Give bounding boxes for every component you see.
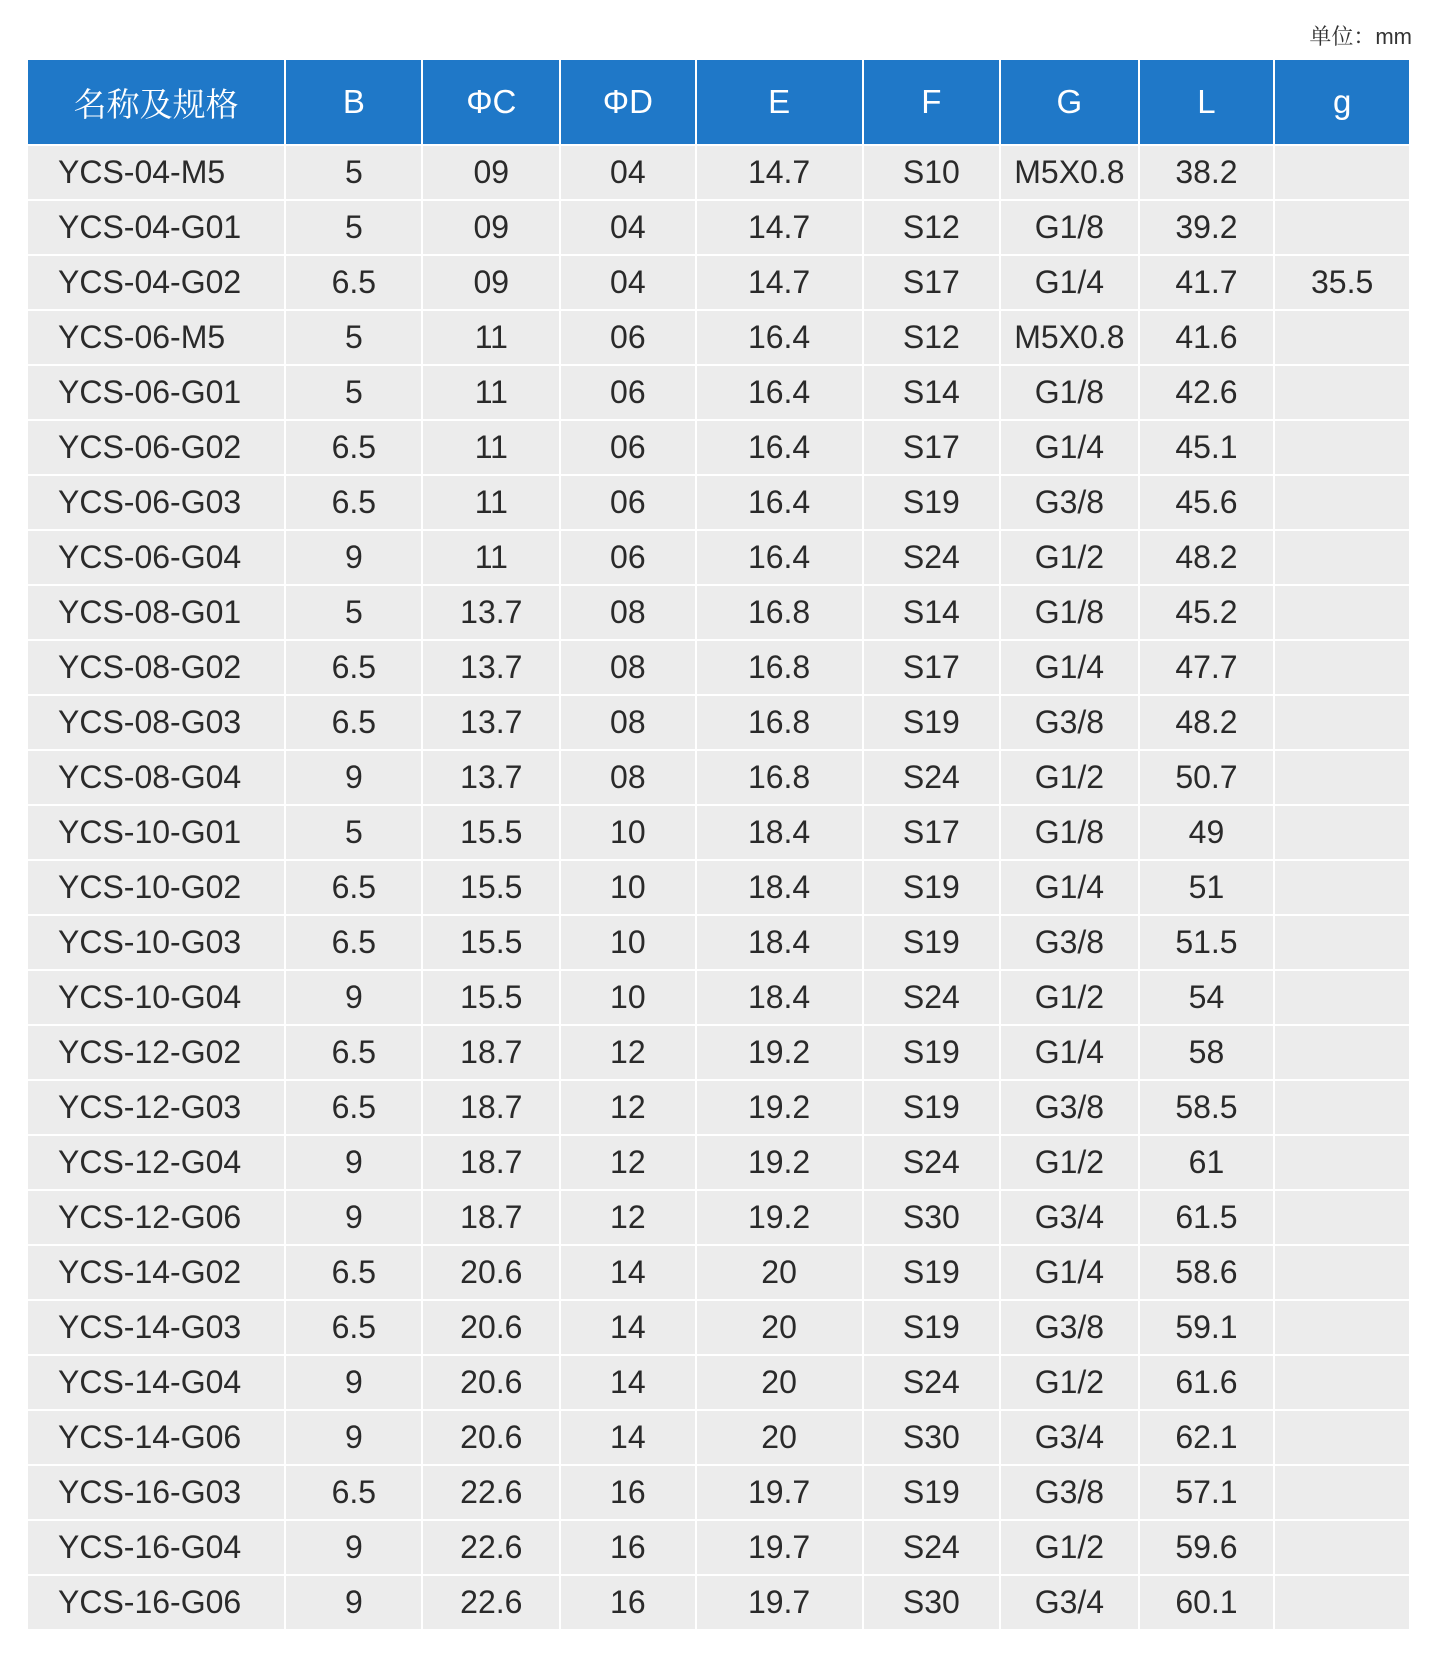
cell-d: 16 bbox=[561, 1521, 694, 1574]
col-header-l: L bbox=[1140, 60, 1274, 144]
cell-c: 22.6 bbox=[423, 1521, 559, 1574]
cell-name: YCS-14-G06 bbox=[28, 1411, 284, 1464]
cell-l: 58.6 bbox=[1140, 1246, 1274, 1299]
cell-name: YCS-04-G02 bbox=[28, 256, 284, 309]
cell-b: 6.5 bbox=[286, 421, 421, 474]
cell-b: 6.5 bbox=[286, 696, 421, 749]
cell-f: S17 bbox=[864, 421, 1000, 474]
cell-b: 9 bbox=[286, 1576, 421, 1629]
table-row bbox=[28, 1191, 1409, 1244]
cell-name: YCS-12-G03 bbox=[28, 1081, 284, 1134]
cell-b: 6.5 bbox=[286, 1246, 421, 1299]
cell-d: 16 bbox=[561, 1576, 694, 1629]
cell-e: 16.8 bbox=[697, 751, 862, 804]
cell-c: 18.7 bbox=[423, 1191, 559, 1244]
spec-table bbox=[26, 58, 1411, 1631]
cell-f: S19 bbox=[864, 1301, 1000, 1354]
cell-f: S19 bbox=[864, 1246, 1000, 1299]
cell-e: 16.8 bbox=[697, 641, 862, 694]
cell-g: G1/4 bbox=[1001, 641, 1138, 694]
table-row bbox=[28, 1246, 1409, 1299]
cell-g: G1/8 bbox=[1001, 806, 1138, 859]
cell-d: 12 bbox=[561, 1081, 694, 1134]
cell-f: S14 bbox=[864, 366, 1000, 419]
cell-g: G3/8 bbox=[1001, 476, 1138, 529]
cell-l: 47.7 bbox=[1140, 641, 1274, 694]
table-row bbox=[28, 146, 1409, 199]
cell-l: 39.2 bbox=[1140, 201, 1274, 254]
cell-weight bbox=[1275, 751, 1409, 804]
cell-l: 58 bbox=[1140, 1026, 1274, 1079]
cell-name: YCS-06-M5 bbox=[28, 311, 284, 364]
cell-g: M5X0.8 bbox=[1001, 311, 1138, 364]
cell-f: S30 bbox=[864, 1576, 1000, 1629]
cell-name: YCS-08-G03 bbox=[28, 696, 284, 749]
cell-l: 49 bbox=[1140, 806, 1274, 859]
cell-b: 9 bbox=[286, 531, 421, 584]
cell-name: YCS-04-M5 bbox=[28, 146, 284, 199]
cell-f: S30 bbox=[864, 1411, 1000, 1464]
table-row bbox=[28, 1356, 1409, 1409]
cell-b: 6.5 bbox=[286, 1081, 421, 1134]
cell-b: 6.5 bbox=[286, 476, 421, 529]
cell-c: 09 bbox=[423, 146, 559, 199]
cell-d: 16 bbox=[561, 1466, 694, 1519]
cell-g: G3/8 bbox=[1001, 1081, 1138, 1134]
cell-c: 13.7 bbox=[423, 751, 559, 804]
cell-c: 22.6 bbox=[423, 1466, 559, 1519]
cell-b: 6.5 bbox=[286, 256, 421, 309]
cell-d: 06 bbox=[561, 311, 694, 364]
cell-d: 08 bbox=[561, 696, 694, 749]
cell-g: G1/2 bbox=[1001, 1521, 1138, 1574]
table-row bbox=[28, 1081, 1409, 1134]
cell-name: YCS-06-G03 bbox=[28, 476, 284, 529]
table-row bbox=[28, 476, 1409, 529]
cell-e: 18.4 bbox=[697, 916, 862, 969]
cell-weight bbox=[1275, 861, 1409, 914]
cell-weight bbox=[1275, 1356, 1409, 1409]
cell-g: G1/2 bbox=[1001, 1356, 1138, 1409]
cell-e: 19.7 bbox=[697, 1466, 862, 1519]
cell-c: 11 bbox=[423, 421, 559, 474]
cell-g: G1/8 bbox=[1001, 586, 1138, 639]
cell-g: G1/8 bbox=[1001, 366, 1138, 419]
cell-g: G1/2 bbox=[1001, 751, 1138, 804]
cell-g: G1/4 bbox=[1001, 1246, 1138, 1299]
cell-b: 6.5 bbox=[286, 1026, 421, 1079]
cell-c: 13.7 bbox=[423, 586, 559, 639]
cell-g: G1/4 bbox=[1001, 861, 1138, 914]
cell-g: G3/8 bbox=[1001, 1301, 1138, 1354]
cell-d: 06 bbox=[561, 366, 694, 419]
table-row bbox=[28, 1026, 1409, 1079]
cell-d: 08 bbox=[561, 751, 694, 804]
cell-e: 20 bbox=[697, 1246, 862, 1299]
cell-name: YCS-10-G04 bbox=[28, 971, 284, 1024]
cell-weight bbox=[1275, 641, 1409, 694]
cell-name: YCS-14-G04 bbox=[28, 1356, 284, 1409]
cell-weight bbox=[1275, 366, 1409, 419]
cell-c: 13.7 bbox=[423, 696, 559, 749]
table-row bbox=[28, 586, 1409, 639]
cell-b: 5 bbox=[286, 586, 421, 639]
cell-weight bbox=[1275, 531, 1409, 584]
cell-weight bbox=[1275, 1136, 1409, 1189]
cell-b: 9 bbox=[286, 1411, 421, 1464]
table-body bbox=[28, 146, 1409, 1629]
cell-d: 08 bbox=[561, 586, 694, 639]
cell-c: 15.5 bbox=[423, 861, 559, 914]
table-row bbox=[28, 1411, 1409, 1464]
table-row bbox=[28, 256, 1409, 309]
cell-g: G3/4 bbox=[1001, 1191, 1138, 1244]
cell-weight bbox=[1275, 311, 1409, 364]
cell-weight bbox=[1275, 1081, 1409, 1134]
cell-g: G1/2 bbox=[1001, 531, 1138, 584]
cell-l: 58.5 bbox=[1140, 1081, 1274, 1134]
table-row bbox=[28, 806, 1409, 859]
cell-weight bbox=[1275, 1301, 1409, 1354]
cell-l: 60.1 bbox=[1140, 1576, 1274, 1629]
cell-name: YCS-06-G04 bbox=[28, 531, 284, 584]
cell-f: S30 bbox=[864, 1191, 1000, 1244]
cell-weight bbox=[1275, 1246, 1409, 1299]
cell-c: 11 bbox=[423, 476, 559, 529]
cell-e: 16.4 bbox=[697, 311, 862, 364]
cell-name: YCS-16-G03 bbox=[28, 1466, 284, 1519]
cell-c: 18.7 bbox=[423, 1081, 559, 1134]
cell-l: 51 bbox=[1140, 861, 1274, 914]
table-row bbox=[28, 861, 1409, 914]
cell-e: 14.7 bbox=[697, 146, 862, 199]
cell-weight bbox=[1275, 476, 1409, 529]
cell-b: 5 bbox=[286, 146, 421, 199]
cell-b: 9 bbox=[286, 1191, 421, 1244]
cell-b: 9 bbox=[286, 971, 421, 1024]
cell-weight: 35.5 bbox=[1275, 256, 1409, 309]
unit-label: 单位：mm bbox=[1309, 24, 1412, 49]
cell-weight bbox=[1275, 696, 1409, 749]
cell-f: S19 bbox=[864, 916, 1000, 969]
cell-name: YCS-08-G01 bbox=[28, 586, 284, 639]
cell-e: 19.2 bbox=[697, 1136, 862, 1189]
cell-b: 6.5 bbox=[286, 1466, 421, 1519]
cell-c: 20.6 bbox=[423, 1301, 559, 1354]
cell-d: 10 bbox=[561, 861, 694, 914]
cell-l: 57.1 bbox=[1140, 1466, 1274, 1519]
cell-c: 11 bbox=[423, 366, 559, 419]
cell-f: S24 bbox=[864, 751, 1000, 804]
cell-l: 62.1 bbox=[1140, 1411, 1274, 1464]
table-row bbox=[28, 1466, 1409, 1519]
cell-l: 41.7 bbox=[1140, 256, 1274, 309]
cell-g: G3/8 bbox=[1001, 696, 1138, 749]
cell-b: 5 bbox=[286, 366, 421, 419]
cell-f: S14 bbox=[864, 586, 1000, 639]
cell-l: 61.5 bbox=[1140, 1191, 1274, 1244]
cell-e: 19.2 bbox=[697, 1191, 862, 1244]
table-row bbox=[28, 916, 1409, 969]
cell-name: YCS-14-G02 bbox=[28, 1246, 284, 1299]
cell-weight bbox=[1275, 1466, 1409, 1519]
cell-f: S24 bbox=[864, 971, 1000, 1024]
cell-e: 19.2 bbox=[697, 1026, 862, 1079]
cell-c: 20.6 bbox=[423, 1246, 559, 1299]
cell-b: 5 bbox=[286, 806, 421, 859]
cell-l: 42.6 bbox=[1140, 366, 1274, 419]
cell-g: G1/2 bbox=[1001, 971, 1138, 1024]
cell-b: 6.5 bbox=[286, 641, 421, 694]
table-row bbox=[28, 421, 1409, 474]
cell-d: 14 bbox=[561, 1411, 694, 1464]
table-row bbox=[28, 751, 1409, 804]
col-header-d: ΦD bbox=[561, 60, 694, 144]
cell-c: 09 bbox=[423, 256, 559, 309]
cell-c: 13.7 bbox=[423, 641, 559, 694]
cell-c: 11 bbox=[423, 311, 559, 364]
cell-e: 18.4 bbox=[697, 971, 862, 1024]
cell-l: 59.1 bbox=[1140, 1301, 1274, 1354]
cell-d: 14 bbox=[561, 1301, 694, 1354]
cell-name: YCS-12-G02 bbox=[28, 1026, 284, 1079]
cell-name: YCS-12-G06 bbox=[28, 1191, 284, 1244]
table-row bbox=[28, 971, 1409, 1024]
cell-c: 09 bbox=[423, 201, 559, 254]
cell-c: 15.5 bbox=[423, 806, 559, 859]
cell-name: YCS-08-G04 bbox=[28, 751, 284, 804]
col-header-g: G bbox=[1001, 60, 1138, 144]
cell-weight bbox=[1275, 201, 1409, 254]
cell-weight bbox=[1275, 1026, 1409, 1079]
cell-name: YCS-16-G04 bbox=[28, 1521, 284, 1574]
cell-e: 20 bbox=[697, 1301, 862, 1354]
header-row bbox=[28, 60, 1409, 144]
cell-weight bbox=[1275, 1191, 1409, 1244]
cell-c: 22.6 bbox=[423, 1576, 559, 1629]
cell-f: S17 bbox=[864, 806, 1000, 859]
cell-d: 10 bbox=[561, 971, 694, 1024]
cell-e: 20 bbox=[697, 1356, 862, 1409]
cell-l: 61 bbox=[1140, 1136, 1274, 1189]
cell-c: 11 bbox=[423, 531, 559, 584]
cell-e: 19.2 bbox=[697, 1081, 862, 1134]
col-header-b: B bbox=[286, 60, 421, 144]
cell-weight bbox=[1275, 421, 1409, 474]
cell-l: 59.6 bbox=[1140, 1521, 1274, 1574]
cell-g: G3/8 bbox=[1001, 916, 1138, 969]
cell-e: 14.7 bbox=[697, 256, 862, 309]
cell-l: 48.2 bbox=[1140, 696, 1274, 749]
cell-l: 61.6 bbox=[1140, 1356, 1274, 1409]
cell-weight bbox=[1275, 146, 1409, 199]
cell-c: 18.7 bbox=[423, 1026, 559, 1079]
cell-f: S19 bbox=[864, 1026, 1000, 1079]
cell-g: G1/4 bbox=[1001, 421, 1138, 474]
cell-d: 10 bbox=[561, 806, 694, 859]
cell-name: YCS-14-G03 bbox=[28, 1301, 284, 1354]
cell-e: 19.7 bbox=[697, 1521, 862, 1574]
cell-e: 16.4 bbox=[697, 531, 862, 584]
cell-weight bbox=[1275, 916, 1409, 969]
cell-weight bbox=[1275, 586, 1409, 639]
cell-l: 45.2 bbox=[1140, 586, 1274, 639]
cell-b: 6.5 bbox=[286, 1301, 421, 1354]
cell-e: 16.4 bbox=[697, 421, 862, 474]
cell-g: G1/4 bbox=[1001, 1026, 1138, 1079]
cell-weight bbox=[1275, 1411, 1409, 1464]
cell-f: S17 bbox=[864, 256, 1000, 309]
cell-f: S19 bbox=[864, 861, 1000, 914]
col-header-e: E bbox=[697, 60, 862, 144]
cell-g: G3/4 bbox=[1001, 1576, 1138, 1629]
cell-l: 45.1 bbox=[1140, 421, 1274, 474]
cell-e: 14.7 bbox=[697, 201, 862, 254]
cell-f: S17 bbox=[864, 641, 1000, 694]
col-header-weight: g bbox=[1275, 60, 1409, 144]
cell-b: 9 bbox=[286, 1356, 421, 1409]
cell-e: 18.4 bbox=[697, 861, 862, 914]
table-row bbox=[28, 1301, 1409, 1354]
cell-e: 19.7 bbox=[697, 1576, 862, 1629]
cell-g: G1/4 bbox=[1001, 256, 1138, 309]
cell-l: 51.5 bbox=[1140, 916, 1274, 969]
cell-c: 20.6 bbox=[423, 1411, 559, 1464]
cell-b: 5 bbox=[286, 311, 421, 364]
col-header-c: ΦC bbox=[423, 60, 559, 144]
cell-g: G1/8 bbox=[1001, 201, 1138, 254]
cell-l: 54 bbox=[1140, 971, 1274, 1024]
cell-e: 16.4 bbox=[697, 366, 862, 419]
cell-b: 6.5 bbox=[286, 861, 421, 914]
cell-f: S19 bbox=[864, 1466, 1000, 1519]
table-row bbox=[28, 531, 1409, 584]
col-header-f: F bbox=[864, 60, 1000, 144]
cell-b: 9 bbox=[286, 1136, 421, 1189]
cell-weight bbox=[1275, 1576, 1409, 1629]
cell-f: S19 bbox=[864, 696, 1000, 749]
cell-b: 6.5 bbox=[286, 916, 421, 969]
cell-d: 06 bbox=[561, 421, 694, 474]
cell-e: 18.4 bbox=[697, 806, 862, 859]
cell-name: YCS-08-G02 bbox=[28, 641, 284, 694]
cell-weight bbox=[1275, 1521, 1409, 1574]
cell-l: 45.6 bbox=[1140, 476, 1274, 529]
cell-weight bbox=[1275, 971, 1409, 1024]
cell-f: S24 bbox=[864, 1136, 1000, 1189]
cell-l: 41.6 bbox=[1140, 311, 1274, 364]
cell-l: 50.7 bbox=[1140, 751, 1274, 804]
cell-f: S10 bbox=[864, 146, 1000, 199]
table-row bbox=[28, 201, 1409, 254]
cell-b: 9 bbox=[286, 1521, 421, 1574]
table-row bbox=[28, 696, 1409, 749]
cell-d: 12 bbox=[561, 1136, 694, 1189]
cell-f: S12 bbox=[864, 311, 1000, 364]
table-row bbox=[28, 366, 1409, 419]
cell-d: 08 bbox=[561, 641, 694, 694]
table-row bbox=[28, 1521, 1409, 1574]
col-header-name: 名称及规格 bbox=[28, 60, 284, 144]
cell-name: YCS-16-G06 bbox=[28, 1576, 284, 1629]
cell-name: YCS-04-G01 bbox=[28, 201, 284, 254]
cell-g: G1/2 bbox=[1001, 1136, 1138, 1189]
cell-f: S12 bbox=[864, 201, 1000, 254]
cell-f: S19 bbox=[864, 1081, 1000, 1134]
cell-b: 5 bbox=[286, 201, 421, 254]
table-row bbox=[28, 1576, 1409, 1629]
cell-name: YCS-12-G04 bbox=[28, 1136, 284, 1189]
cell-e: 16.8 bbox=[697, 586, 862, 639]
cell-l: 48.2 bbox=[1140, 531, 1274, 584]
cell-e: 16.4 bbox=[697, 476, 862, 529]
cell-c: 20.6 bbox=[423, 1356, 559, 1409]
cell-d: 10 bbox=[561, 916, 694, 969]
cell-d: 04 bbox=[561, 201, 694, 254]
table-row bbox=[28, 311, 1409, 364]
cell-d: 12 bbox=[561, 1026, 694, 1079]
cell-name: YCS-06-G02 bbox=[28, 421, 284, 474]
cell-d: 12 bbox=[561, 1191, 694, 1244]
cell-d: 14 bbox=[561, 1246, 694, 1299]
cell-d: 04 bbox=[561, 256, 694, 309]
cell-c: 15.5 bbox=[423, 916, 559, 969]
cell-f: S24 bbox=[864, 1521, 1000, 1574]
cell-name: YCS-10-G01 bbox=[28, 806, 284, 859]
cell-name: YCS-10-G02 bbox=[28, 861, 284, 914]
cell-f: S24 bbox=[864, 1356, 1000, 1409]
cell-g: M5X0.8 bbox=[1001, 146, 1138, 199]
cell-d: 06 bbox=[561, 531, 694, 584]
cell-c: 15.5 bbox=[423, 971, 559, 1024]
cell-c: 18.7 bbox=[423, 1136, 559, 1189]
table-row bbox=[28, 1136, 1409, 1189]
cell-name: YCS-06-G01 bbox=[28, 366, 284, 419]
cell-d: 04 bbox=[561, 146, 694, 199]
cell-e: 16.8 bbox=[697, 696, 862, 749]
cell-l: 38.2 bbox=[1140, 146, 1274, 199]
cell-f: S24 bbox=[864, 531, 1000, 584]
table-row bbox=[28, 641, 1409, 694]
cell-f: S19 bbox=[864, 476, 1000, 529]
cell-b: 9 bbox=[286, 751, 421, 804]
cell-name: YCS-10-G03 bbox=[28, 916, 284, 969]
cell-d: 06 bbox=[561, 476, 694, 529]
cell-g: G3/8 bbox=[1001, 1466, 1138, 1519]
cell-d: 14 bbox=[561, 1356, 694, 1409]
cell-g: G3/4 bbox=[1001, 1411, 1138, 1464]
cell-e: 20 bbox=[697, 1411, 862, 1464]
cell-weight bbox=[1275, 806, 1409, 859]
